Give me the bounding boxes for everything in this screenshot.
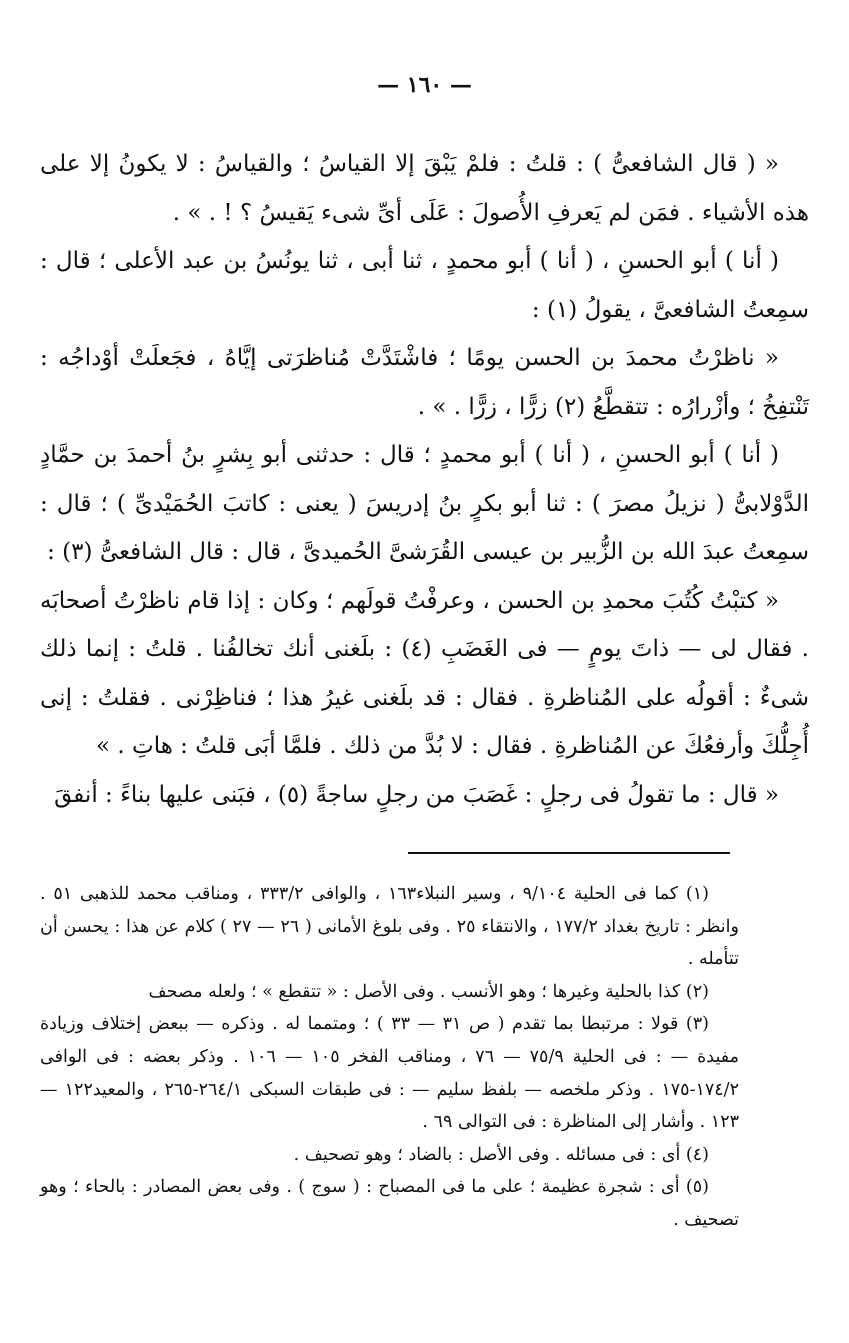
paragraph-6: « قال : ما تقولُ فى رجلٍ : غَصَبَ من رجلٍ ساجةً (٥) ، فبَنى عليها بناءً : أنفقَ <box>54 781 779 808</box>
paragraph-1: « ( قال الشافعىُّ ) : قلتُ : فلمْ يَبْقَ إلا القياسُ ؛ والقياسُ : لا يكونُ إلا على هذه الأشياء . فمَن لم يَعرفِ الأُصولَ : عَلَى أىِّ شىء يَقيسُ ؟ ! . » . <box>40 151 809 226</box>
footnote-3: (٣) قولا : مرتبطا بما تقدم ( ص ٣١ — ٣٣ ) ؛ ومتمما له . وذكره — ببعض إختلاف وزيادة مفيدة — : فى الحلية ٧٥/٩ — ٧٦ ، ومناقب الفخر ١٠٥ — ١٠٦ . وذكر بعضه : فى الوافى ١٧٤/٢-١٧٥ . وذكر ملخصه — بلفظ سليم — : فى طبقات السبكى ٢٦٤/١-٢٦٥ ، والمعيد١٢٢ — ١٢٣ . وأشار إلى المناظرة : فى التوالى ٦٩ . <box>40 1014 739 1133</box>
footnote-4: (٤) أى : فى مسائله . وفى الأصل : بالضاد ؛ وهو تصحيف . <box>293 1144 709 1165</box>
footnote-1: (١) كما فى الحلية ٩/١٠٤ ، وسير النبلاء١٦٣ ، والوافى ٣٣٣/٢ ، ومناقب محمد للذهبى ٥١ . وانظر : تاريخ بغداد ١٧٧/٢ ، والانتقاء ٢٥ . وفى بلوغ الأمانى ( ٢٦ — ٢٧ ) كلام عن هذا : يحسن أن تتأمله . <box>40 884 739 970</box>
paragraph-4: ( أنا ) أبو الحسنِ ، ( أنا ) أبو محمدٍ ؛ قال : حدثنى أبو بِشرٍ بنُ أحمدَ بن حمَّادٍ الدَّوْلابىُّ ( نزيلُ مصرَ ) : ثنا أبو بكرٍ بنُ إدريسَ ( يعنى : كاتبَ الحُمَيْدىِّ ) ؛ قال : سمِعتُ عبدَ الله بن الزُّبير بن عيسى القُرَشىَّ الحُميدىَّ ، قال : قال الشافعىُّ (٣) : <box>40 442 809 565</box>
paragraph-3: « ناظرْتُ محمدَ بن الحسن يومًا ؛ فاشْتَدَّتْ مُناظرَتى إيَّاهُ ، فجَعلَتْ أوْداجُه : تَنْتفِخُ ؛ وأزْرارُه : تتقطَّعُ (٢) زرًّا ، زرًّا . » . <box>40 345 809 420</box>
page-number: — ١٦٠ — <box>377 72 472 98</box>
paragraph-5: « كتبْتُ كُتُبَ محمدِ بن الحسن ، وعرفْتُ قولَهم ؛ وكان : إذا قام ناظرْتُ أصحابَه . فقال لى — ذاتَ يومٍ — فى الغَضَبِ (٤) : بلَغنى أنك تخالفُنا . قلتُ : إنما ذلك شىءٌ : أقولُه على المُناظرةِ . فقال : قد بلَغنى غيرُ هذا ؛ فناظِرْنى . فقلتُ : إنى أُجِلُّكَ وأرفعُكَ عن المُناظرةِ . فقال : لا بُدَّ من ذلك . فلمَّا أبَى قلتُ : هاتِ . » <box>40 587 809 759</box>
footnote-divider <box>408 852 730 854</box>
footnote-2: (٢) كذا بالحلية وغيرها ؛ وهو الأنسب . وفى الأصل : « تتقطع » ؛ ولعله مصحف <box>148 981 709 1002</box>
main-text <box>40 140 809 819</box>
footnotes <box>40 878 739 1237</box>
paragraph-2: ( أنا ) أبو الحسنِ ، ( أنا ) أبو محمدٍ ، ثنا أبى ، ثنا يونُسُ بن عبد الأعلى ؛ قال : سمِعتُ الشافعىَّ ، يقولُ (١) : <box>40 248 809 323</box>
footnote-5: (٥) أى : شجرة عظيمة ؛ على ما فى المصباح : ( سوج ) . وفى بعض المصادر : بالحاء ؛ وهو تصحيف . <box>40 1177 739 1230</box>
